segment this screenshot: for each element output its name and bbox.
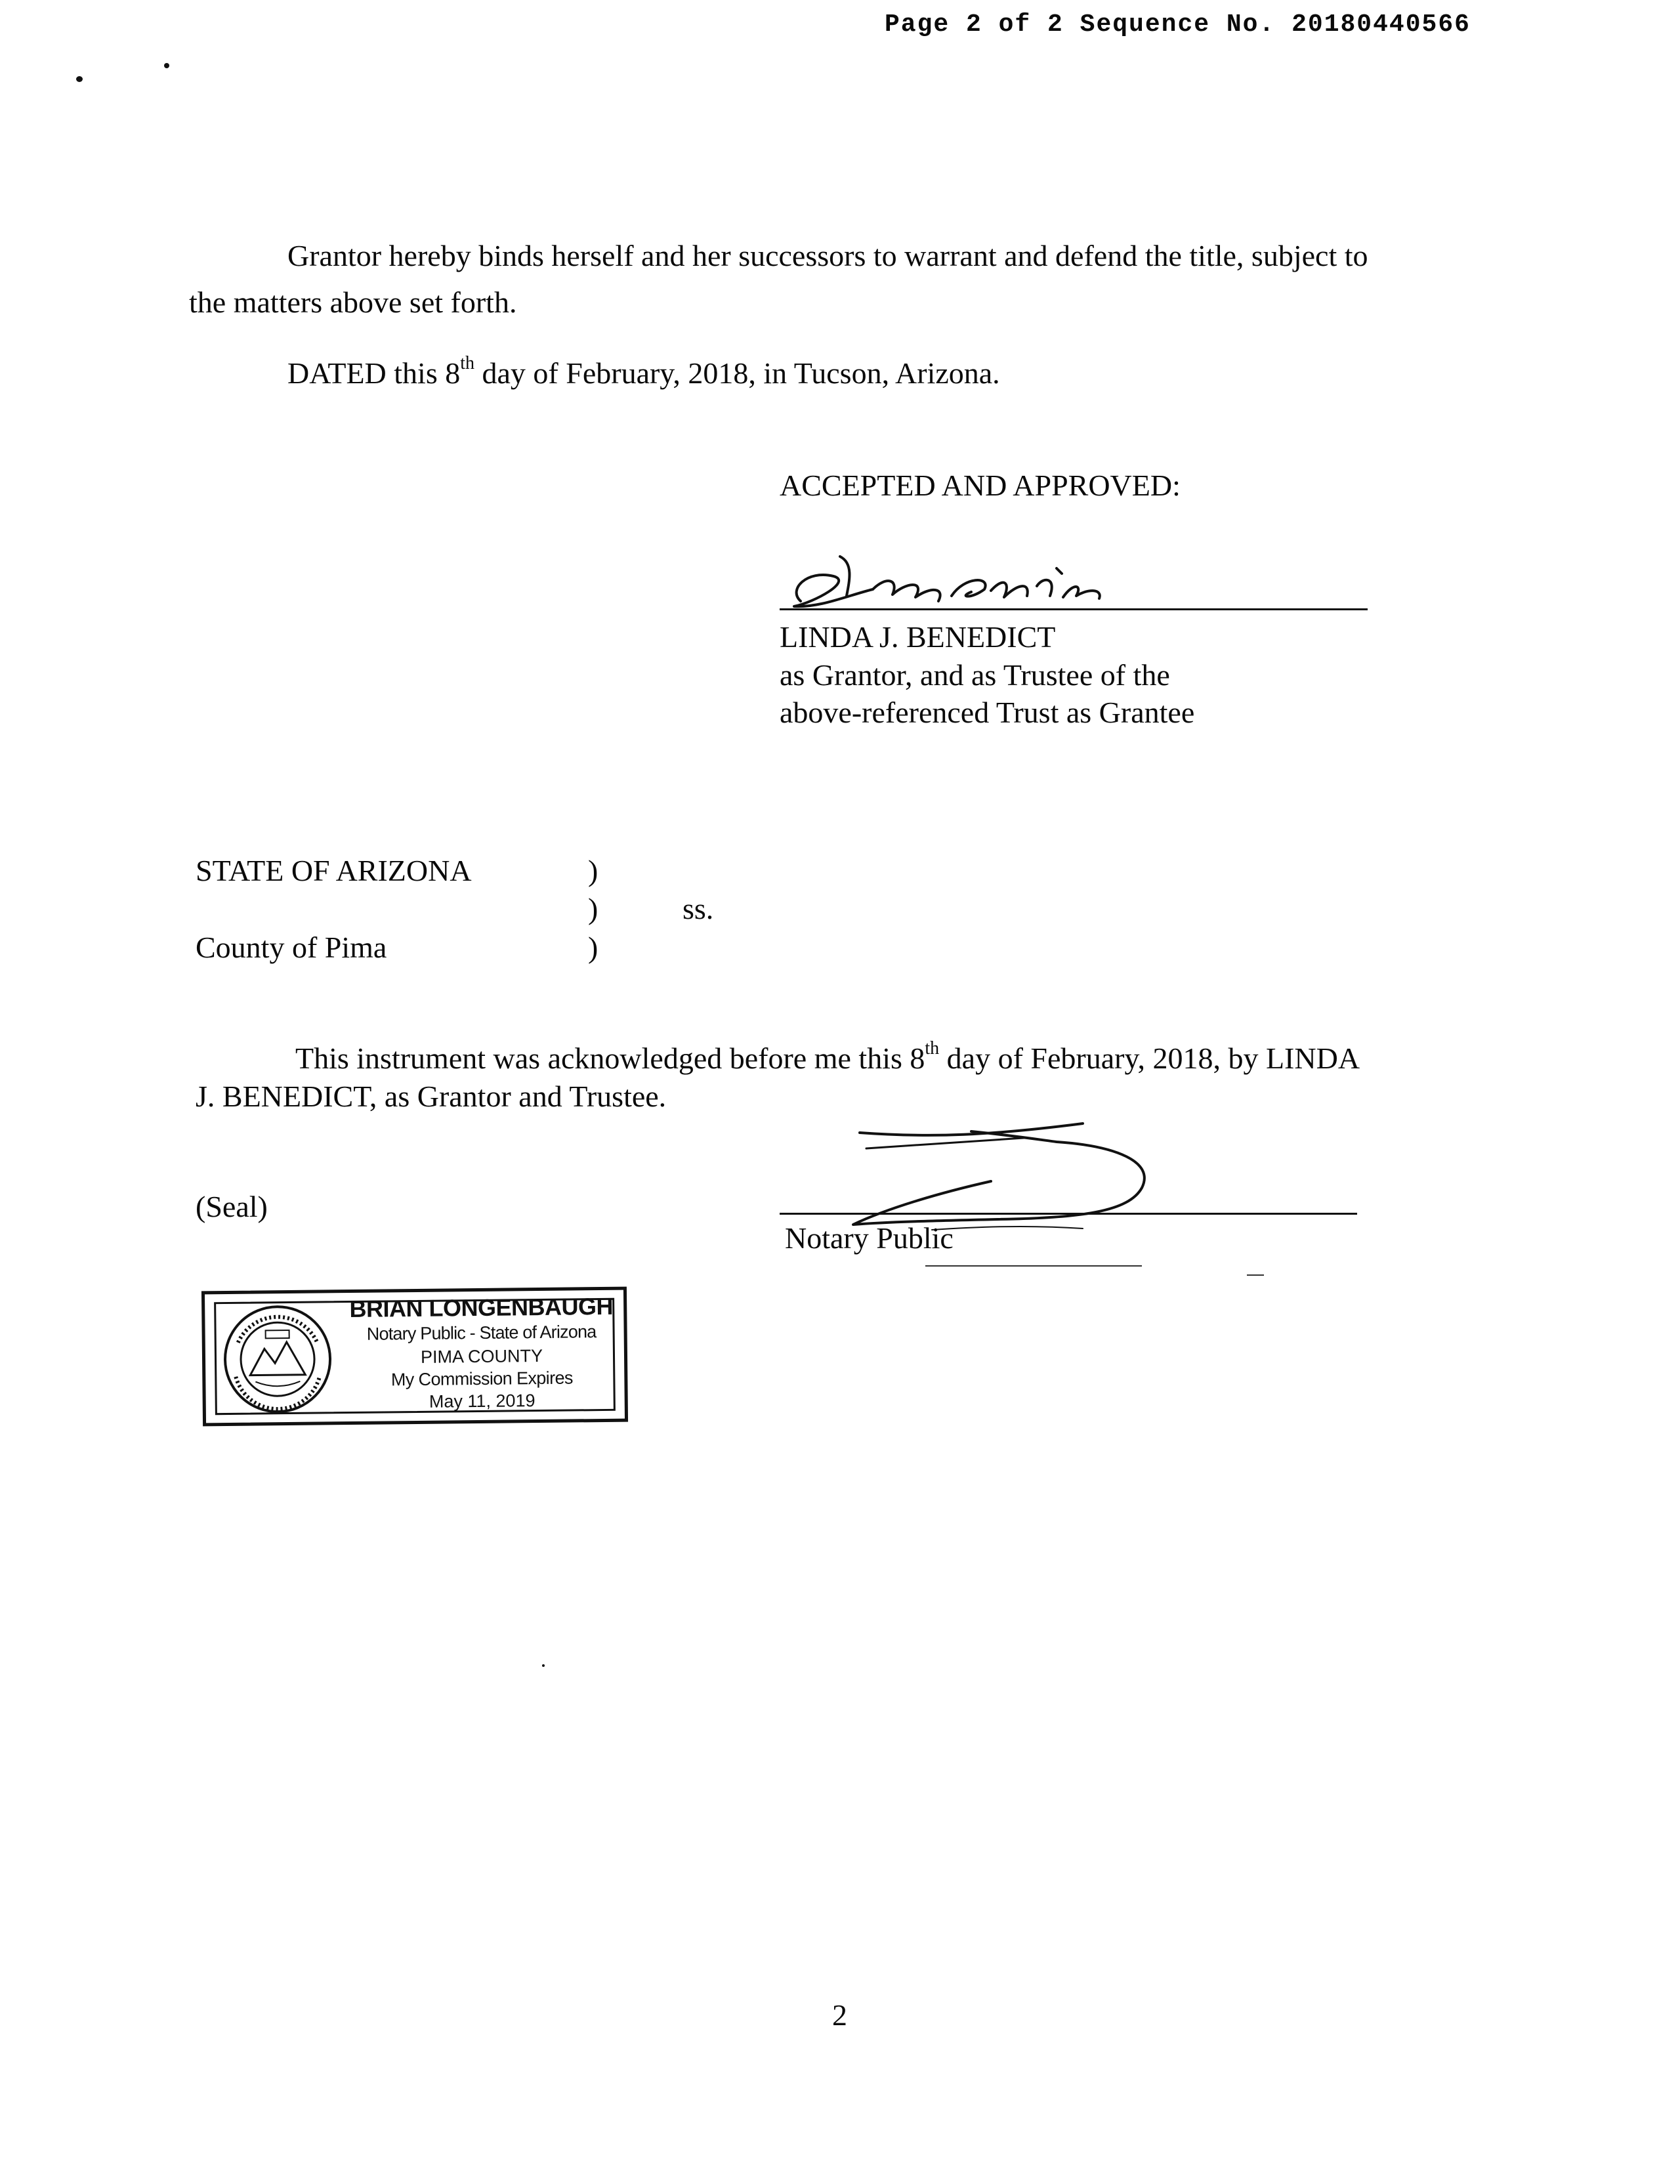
stamp-commission: My Commission Expires — [390, 1368, 573, 1390]
dated-prefix: DATED this 8 — [287, 356, 461, 390]
notary-dash-stroke — [1247, 1274, 1264, 1276]
stamp-county: PIMA COUNTY — [420, 1345, 543, 1367]
dated-line — [287, 353, 1000, 390]
venue-ss: ss. — [682, 892, 714, 925]
grantor-signature — [774, 550, 1116, 622]
accepted-heading: ACCEPTED AND APPROVED: — [780, 469, 1181, 502]
acknowledgment-ordinal: th — [925, 1038, 940, 1059]
grantor-role-line2: above-referenced Trust as Grantee — [780, 696, 1195, 729]
venue-county: County of Pima — [196, 931, 387, 964]
notary-signature-line — [780, 1213, 1357, 1215]
acknowledgment-line1 — [295, 1038, 1360, 1075]
seal-label: (Seal) — [196, 1190, 268, 1223]
dated-ordinal: th — [460, 353, 475, 373]
stamp-expiration: May 11, 2019 — [429, 1391, 536, 1412]
stamp-notary-name: BRIAN LONGENBAUGH — [349, 1292, 614, 1323]
warrant-text-line1: Grantor hereby binds herself and her successors to warrant and defend the title, subject to — [287, 239, 1368, 272]
scan-speck — [76, 76, 83, 82]
grantor-name: LINDA J. BENEDICT — [780, 620, 1056, 654]
acknowledgment-line2: J. BENEDICT, as Grantor and Trustee. — [196, 1080, 667, 1113]
page-sequence-header: Page 2 of 2 Sequence No. 20180440566 — [885, 10, 1471, 39]
warrant-text-line2: the matters above set forth. — [189, 285, 517, 319]
venue-paren-1: ) — [588, 854, 598, 887]
page-number: 2 — [832, 1998, 847, 2032]
grantor-role-line1: as Grantor, and as Trustee of the — [780, 658, 1170, 692]
venue-state: STATE OF ARIZONA — [196, 854, 472, 887]
notary-stamp — [201, 1287, 628, 1427]
notary-underline-stroke — [925, 1265, 1142, 1267]
grantor-signature-line — [780, 608, 1368, 610]
scan-speck — [542, 1664, 545, 1667]
arizona-seal-icon — [218, 1302, 337, 1416]
venue-paren-3: ) — [588, 931, 598, 964]
acknowledgment-prefix: This instrument was acknowledged before me this 8 — [295, 1041, 925, 1075]
acknowledgment-suffix: day of February, 2018, by LINDA — [939, 1041, 1360, 1075]
scan-speck — [164, 63, 169, 68]
venue-paren-2: ) — [588, 892, 598, 925]
stamp-notary-title: Notary Public - State of Arizona — [366, 1322, 597, 1344]
dated-suffix: day of February, 2018, in Tucson, Arizona. — [474, 356, 1000, 390]
notary-public-label: Notary Public — [785, 1221, 954, 1255]
